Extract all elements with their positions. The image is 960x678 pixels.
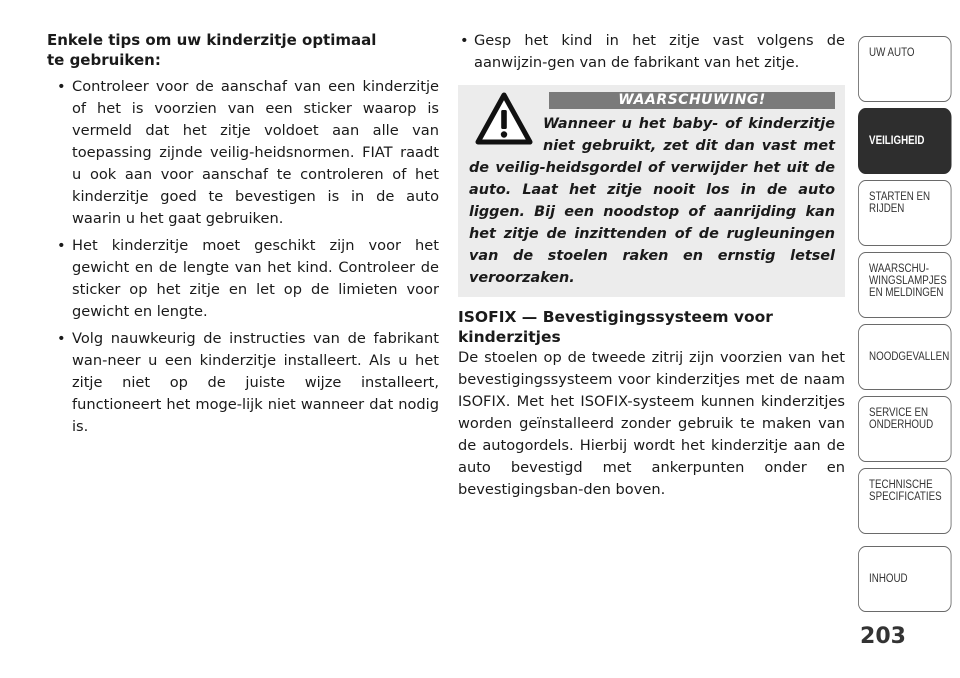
tab-noodgevallen[interactable]: NOODGEVALLEN: [858, 324, 952, 390]
tab-waarschuwingslampjes[interactable]: WAARSCHU- WINGSLAMPJES EN MELDINGEN: [858, 252, 952, 318]
isofix-heading: ISOFIX — Bevestigingssysteem voor kinderzitjes: [458, 308, 773, 346]
tab-service-en-onderhoud[interactable]: SERVICE EN ONDERHOUD: [858, 396, 952, 462]
tab-uw-auto[interactable]: UW AUTO: [858, 36, 952, 102]
tab-starten-en-rijden[interactable]: STARTEN EN RIJDEN: [858, 180, 952, 246]
chapter-tabs: [858, 0, 960, 678]
tips-heading: [47, 30, 439, 70]
tab-veiligheid[interactable]: VEILIGHEID: [858, 108, 952, 174]
tab-inhoud[interactable]: INHOUD: [858, 546, 952, 612]
warning-text: Wanneer u het baby- of kinderzitje niet gebruikt, zet dit dan vast met de veilig-heidsgordel of verwijder het uit de auto. Laat het zitje nooit los in de auto liggen. Bij een noodstop of aanrijding kan het zitje de inzittenden of de rugleuningen van de stoelen raken en ernstig letsel veroorzaken.: [469, 116, 835, 286]
list-item: • Gesp het kind in het zitje vast volgens de aanwijzin-gen van de fabrikant van het zitje.: [460, 32, 845, 71]
buckle-list: [458, 30, 845, 74]
page-number: 203: [860, 624, 906, 649]
warning-title: WAARSCHUWING!: [549, 92, 835, 109]
list-item: • Volg nauwkeurig de instructies van de fabrikant wan-neer u een kinderzitje installeert. Als u het zitje niet op de juiste wijze installeert, functioneert het moge-lijk niet wanneer dat nodig is.: [57, 330, 439, 435]
isofix-paragraph: De stoelen op de tweede zitrij zijn voorzien van het bevestigingssysteem voor kinderzitjes met de naam ISOFIX. Met het ISOFIX-systeem kunnen kinderzitjes worden geïnstalleerd zonder gebruik te maken van de autogordels. Hierbij wordt het kinderzitje aan de auto bevestigd met ankerpunten onder en bevestigingsban-den boven.: [458, 349, 845, 498]
right-column: [458, 30, 845, 501]
list-item: • Het kinderzitje moet geschikt zijn voor het gewicht en de lengte van het kind. Controleer de sticker op het zitje en let op de limieten voor gewicht en lengte.: [57, 237, 439, 320]
warning-triangle-icon: [475, 92, 533, 145]
list-item: • Controleer voor de aanschaf van een kinderzitje of het is voorzien van een sticker waarop is vermeld dat het zitje voldoet aan alle van toepassing zijnde veilig-heidsnormen. FIAT raadt u ook aan voor aanschaf te controleren of het kinderzitje goed te bevestigen is in de auto waarin u het gaat gebruiken.: [57, 78, 439, 227]
tips-heading-line1: Enkele tips om uw kinderzitje optimaal: [47, 31, 377, 49]
left-column: [47, 30, 439, 438]
warning-box: [458, 85, 845, 297]
tips-list: [47, 76, 439, 438]
tips-heading-line2: te gebruiken:: [47, 51, 161, 69]
tab-technische-specificaties[interactable]: TECHNISCHE SPECIFICATIES: [858, 468, 952, 534]
